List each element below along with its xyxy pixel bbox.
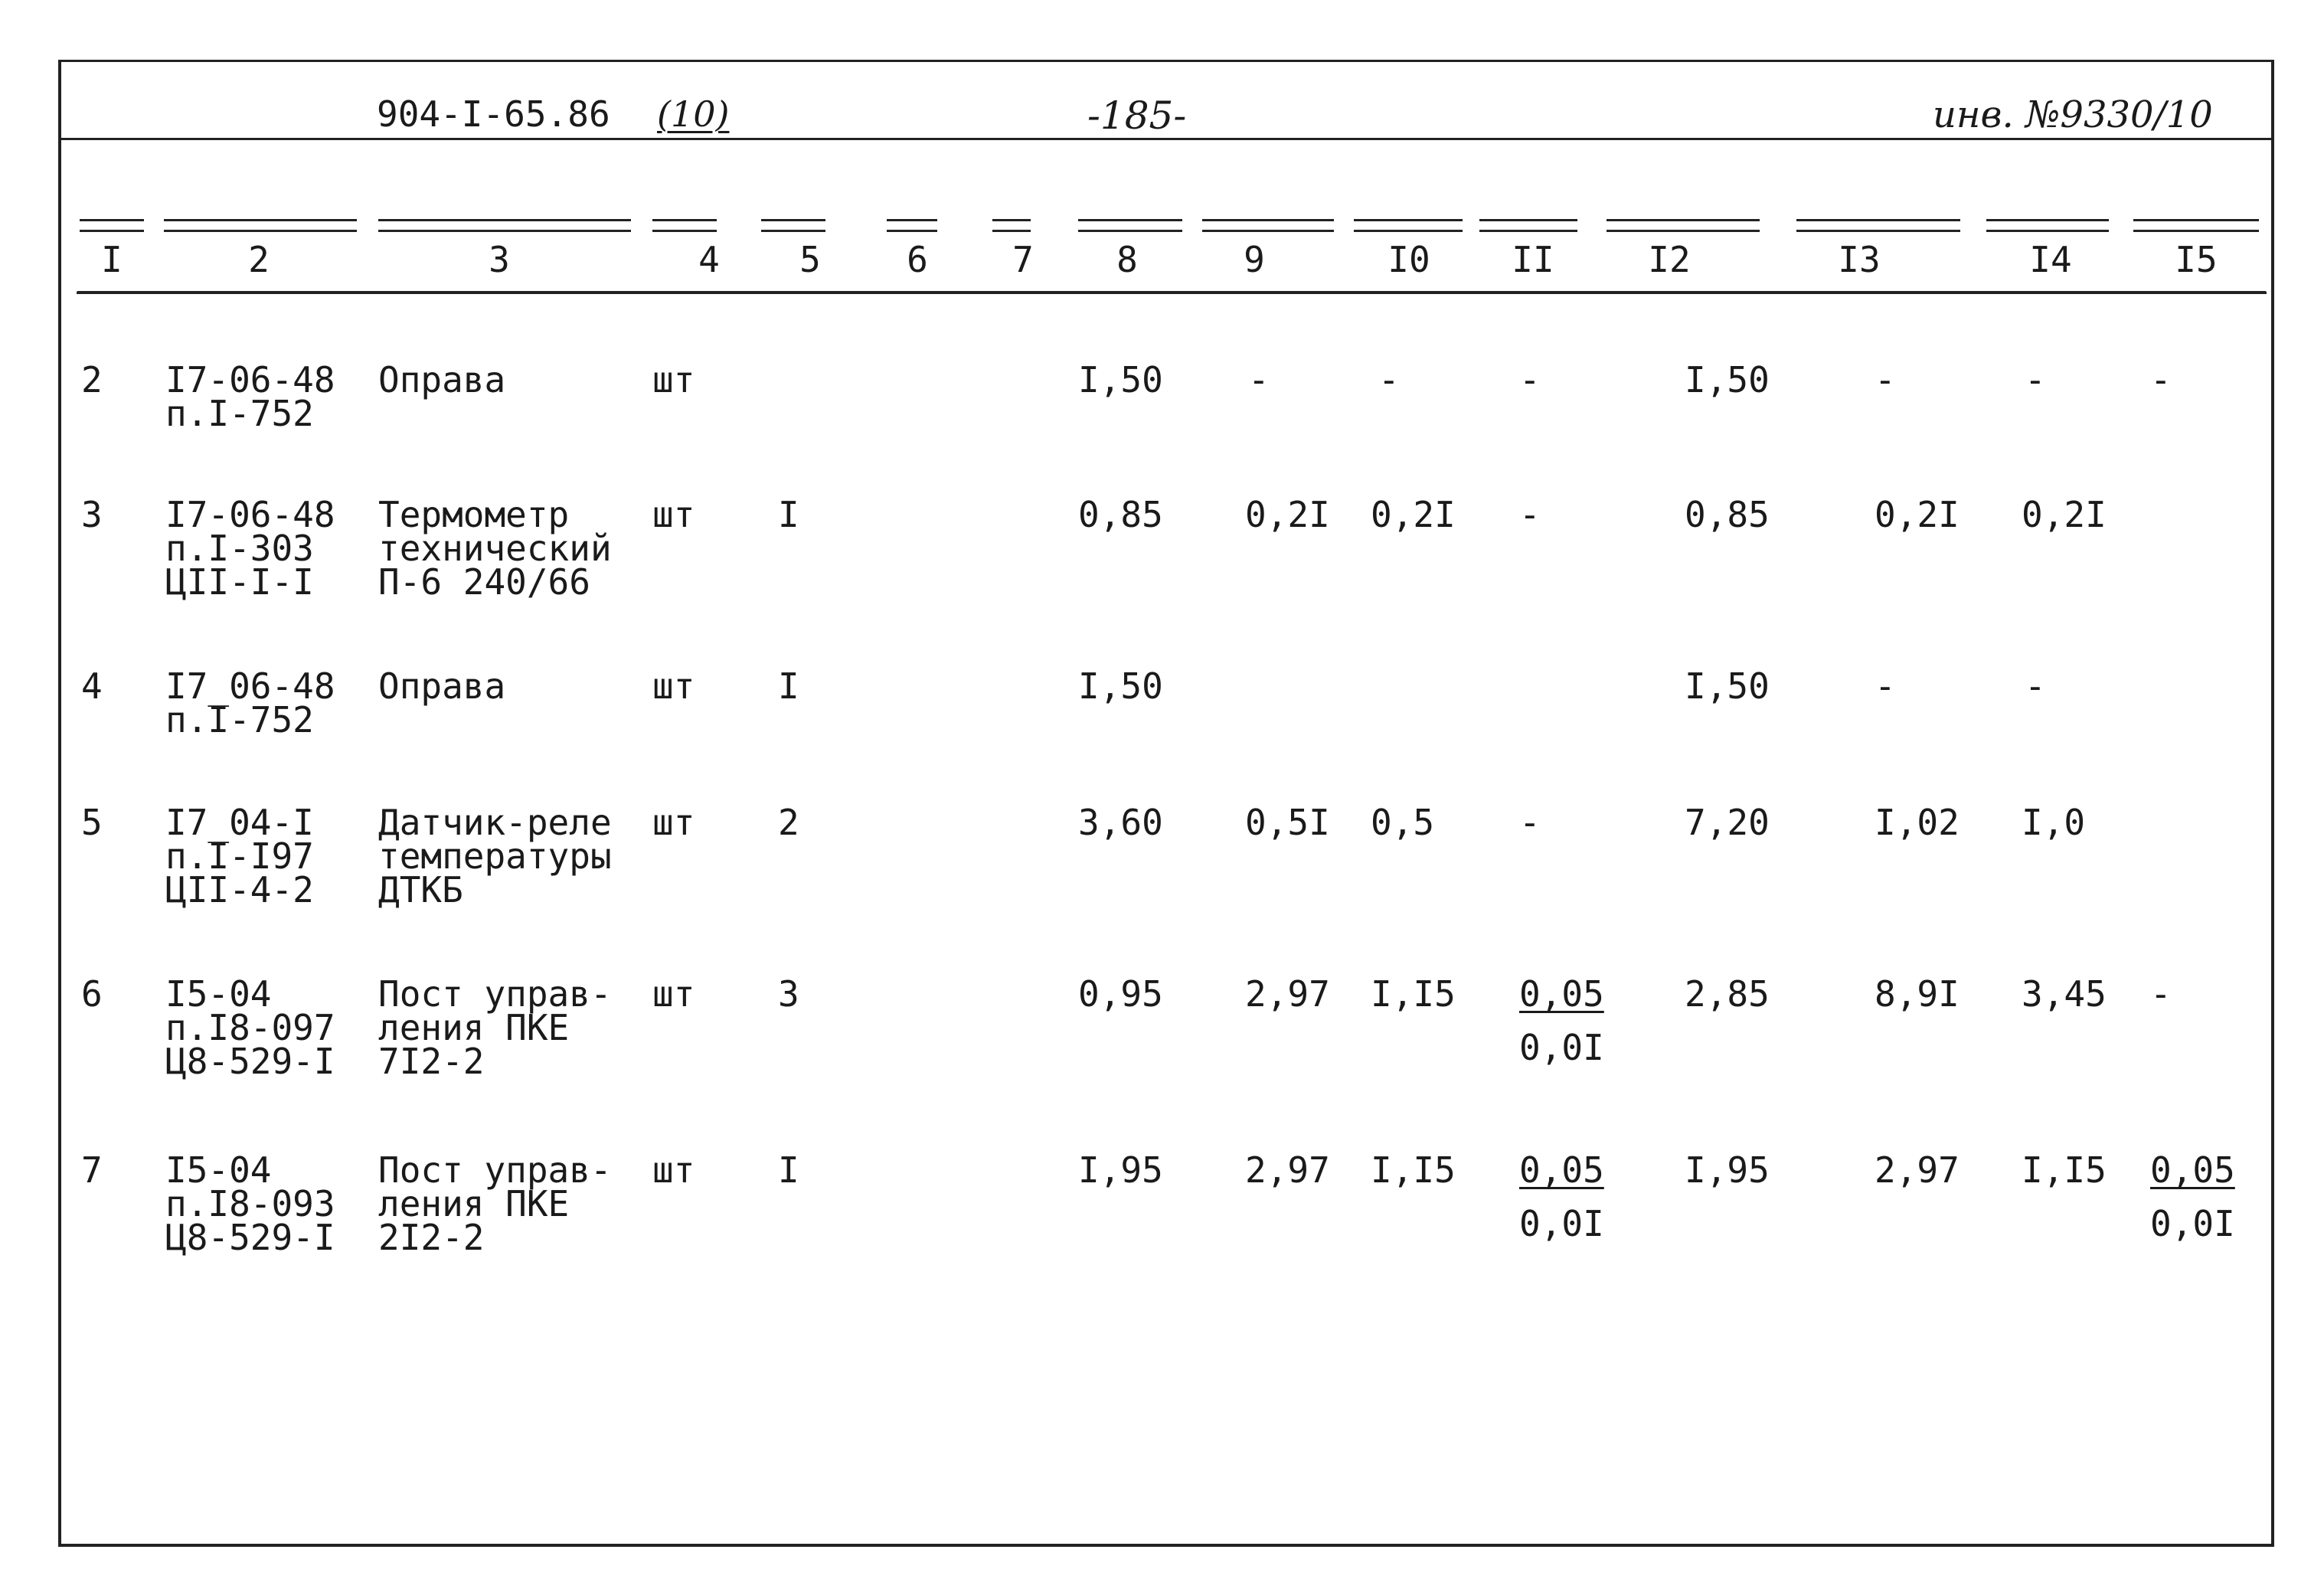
name-line: ления ПКЕ [378, 1007, 570, 1048]
cell-c9: 0,5I [1245, 802, 1330, 843]
cell-c14: 3,45 [2022, 973, 2107, 1015]
code-line: п.I-752 [165, 699, 314, 740]
cell-c9: 2,97 [1245, 1149, 1330, 1191]
cell-c11-fraction [1519, 1149, 1604, 1244]
cell-c13: 8,9I [1875, 973, 1960, 1015]
unit-cell: шт [652, 665, 695, 707]
cell-c10: - [1378, 359, 1400, 400]
header-rule [58, 138, 2271, 140]
row-number: 7 [81, 1149, 103, 1191]
cell-c14: I,0 [2022, 802, 2086, 843]
name-line: Пост управ- [378, 973, 612, 1015]
cell-c9: 0,2I [1245, 494, 1330, 535]
name-line: ДТКБ [378, 869, 463, 910]
name-line: 7I2-2 [378, 1041, 485, 1082]
cell-c10: 0,2I [1371, 494, 1456, 535]
column-number: 6 [907, 239, 928, 280]
cell-c15-fraction [2150, 1149, 2235, 1244]
cell-c15: - [2150, 973, 2172, 1015]
name-line: П-6 240/66 [378, 561, 590, 603]
row-number: 4 [81, 665, 103, 707]
document-code: 904-I-65.86 [377, 93, 610, 135]
cell-c10: 0,5 [1371, 802, 1435, 843]
name-line: Оправа [378, 665, 506, 707]
cell-c13: 2,97 [1875, 1149, 1960, 1191]
name-line: Оправа [378, 359, 506, 400]
code-line: ЦII-I-I [165, 561, 314, 603]
cell-c11: - [1519, 802, 1541, 843]
cell-c5: I [778, 665, 799, 707]
cell-c14: - [2025, 359, 2046, 400]
name-line: технический [378, 528, 612, 569]
cell-c12: 2,85 [1685, 973, 1770, 1015]
row-number: 6 [81, 973, 103, 1015]
cell-c8: 0,95 [1078, 973, 1163, 1015]
inventory-number: инв. №9330/10 [1933, 93, 2213, 136]
cell-c12: I,50 [1685, 359, 1770, 400]
column-number: 4 [698, 239, 720, 280]
code-line: Ц8-529-I [165, 1217, 335, 1258]
code-line: I7-06-48 [165, 359, 335, 400]
column-number: 8 [1116, 239, 1138, 280]
column-number: I0 [1388, 239, 1430, 280]
frame-top-border [58, 60, 2274, 62]
row-number: 3 [81, 494, 103, 535]
name-line: 2I2-2 [378, 1217, 485, 1258]
cell-c5: 2 [778, 802, 799, 843]
column-number: 9 [1244, 239, 1265, 280]
cell-c8: 0,85 [1078, 494, 1163, 535]
code-line: п.I8-097 [165, 1007, 335, 1048]
cell-c11: - [1519, 359, 1541, 400]
cell-c12: I,50 [1685, 665, 1770, 707]
column-number: 7 [1012, 239, 1034, 280]
cell-c13: - [1875, 359, 1896, 400]
code-line: Ц8-529-I [165, 1041, 335, 1082]
cell-c8: I,50 [1078, 359, 1163, 400]
fraction-numerator: 0,05 [1519, 1149, 1604, 1191]
document-sheet: (10) [657, 93, 730, 135]
row-number: 2 [81, 359, 103, 400]
cell-c15: - [2150, 359, 2172, 400]
cell-c10: I,I5 [1371, 973, 1456, 1015]
name-line: ления ПКЕ [378, 1183, 570, 1224]
name-line: температуры [378, 835, 612, 877]
cell-c11: - [1519, 494, 1541, 535]
code-line: I5-04 [165, 1149, 272, 1191]
cell-c5: I [778, 1149, 799, 1191]
unit-cell: шт [652, 802, 695, 843]
code-line: I7-06-48 [165, 494, 335, 535]
fraction-denominator: 0,0I [2150, 1203, 2235, 1244]
unit-cell: шт [652, 494, 695, 535]
frame-bottom-border [58, 1544, 2274, 1547]
column-number: I5 [2175, 239, 2218, 280]
unit-cell: шт [652, 973, 695, 1015]
cell-c9: - [1248, 359, 1270, 400]
fraction-denominator: 0,0I [1519, 1203, 1604, 1244]
code-line: I7_04-I [165, 802, 314, 843]
cell-c12: 7,20 [1685, 802, 1770, 843]
row-number: 5 [81, 802, 103, 843]
code-line: п.I-I97 [165, 835, 314, 877]
column-number: 3 [489, 239, 510, 280]
cell-c14: I,I5 [2022, 1149, 2107, 1191]
column-number: I [101, 239, 123, 280]
unit-cell: шт [652, 359, 695, 400]
frame-right-border [2271, 60, 2274, 1547]
cell-c14: - [2025, 665, 2046, 707]
fraction-denominator: 0,0I [1519, 1027, 1604, 1068]
column-number: I4 [2029, 239, 2072, 280]
code-line: п.I-303 [165, 528, 314, 569]
cell-c13: - [1875, 665, 1896, 707]
name-line: Термометр [378, 494, 570, 535]
fraction-numerator: 0,05 [2150, 1149, 2235, 1191]
cell-c10: I,I5 [1371, 1149, 1456, 1191]
code-line: I7_06-48 [165, 665, 335, 707]
cell-c8: I,95 [1078, 1149, 1163, 1191]
column-number: 2 [248, 239, 270, 280]
code-line: ЦII-4-2 [165, 869, 314, 910]
cell-c5: I [778, 494, 799, 535]
frame-left-border [58, 60, 61, 1547]
column-number: I3 [1838, 239, 1881, 280]
name-line: Датчик-реле [378, 802, 612, 843]
column-number: 5 [799, 239, 821, 280]
name-line: Пост управ- [378, 1149, 612, 1191]
page-number: -185- [1087, 93, 1187, 138]
cell-c13: I,02 [1875, 802, 1960, 843]
cell-c11-fraction [1519, 973, 1604, 1068]
cell-c14: 0,2I [2022, 494, 2107, 535]
cell-c13: 0,2I [1875, 494, 1960, 535]
code-line: п.I-752 [165, 393, 314, 434]
cell-c8: 3,60 [1078, 802, 1163, 843]
code-line: I5-04 [165, 973, 272, 1015]
cell-c8: I,50 [1078, 665, 1163, 707]
column-number: II [1512, 239, 1554, 280]
cell-c12: 0,85 [1685, 494, 1770, 535]
code-line: п.I8-093 [165, 1183, 335, 1224]
column-header-rule [77, 291, 2267, 299]
unit-cell: шт [652, 1149, 695, 1191]
fraction-numerator: 0,05 [1519, 973, 1604, 1015]
column-number: I2 [1648, 239, 1691, 280]
cell-c12: I,95 [1685, 1149, 1770, 1191]
cell-c9: 2,97 [1245, 973, 1330, 1015]
cell-c5: 3 [778, 973, 799, 1015]
